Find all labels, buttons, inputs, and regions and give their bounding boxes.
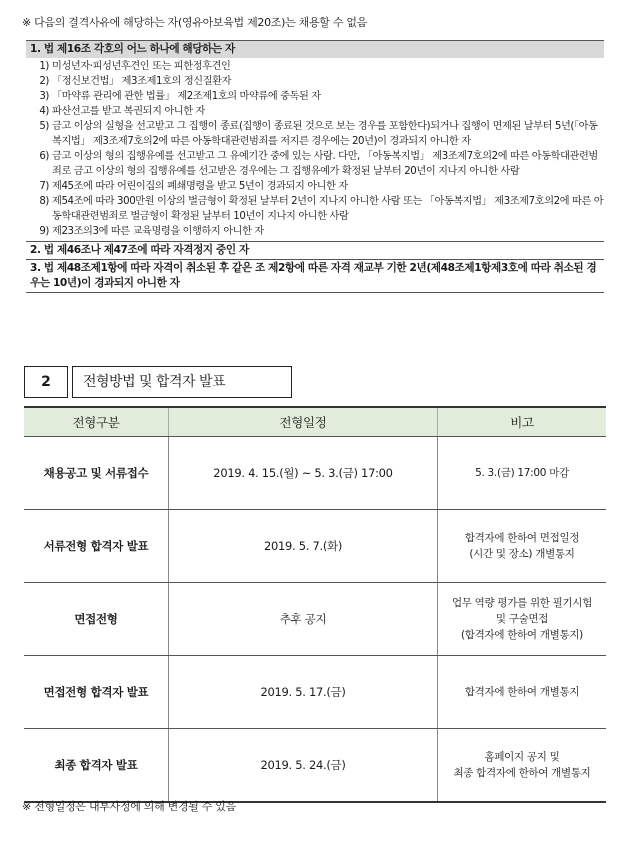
column-header: 전형일정 [169, 407, 438, 437]
list-item: 2) 「정신보건법」 제3조제1호의 정신질환자 [39, 76, 232, 87]
table-row [24, 437, 606, 510]
section-2-title: 2. 법 제46조나 제47조에 따라 자격정지 중인 자 [26, 242, 604, 259]
date-cell: 2019. 5. 7.(화) [169, 510, 438, 583]
stage-cell: 채용공고 및 서류접수 [24, 437, 169, 510]
section-number: 2 [24, 366, 68, 398]
remark-cell: 업무 역량 평가를 위한 필기시험 및 구술면접 (합격자에 한하여 개별통지) [438, 583, 607, 656]
table-row [24, 583, 606, 656]
bottom-note: ※ 전형일정은 내부사정에 의해 변경될 수 있음 [22, 800, 236, 813]
date-cell: 추후 공지 [169, 583, 438, 656]
remark-cell: 합격자에 한하여 개별통지 [438, 656, 607, 729]
stage-cell: 면접전형 합격자 발표 [24, 656, 169, 729]
list-item: 5) 금고 이상의 실형을 선고받고 그 집행이 종료(집행이 종료된 것으로 보는 경우를 포함한다)되거나 집행이 면제된 날부터 5년(「아동복지법」 제3조제7호의2에 따른 아동학대관련범죄를 저지른 경우에는 20년)이 경과되지 아니한 자 [39, 121, 598, 147]
section-1-list [26, 58, 604, 241]
date-cell: 2019. 5. 17.(금) [169, 656, 438, 729]
date-cell: 2019. 4. 15.(월) ~ 5. 3.(금) 17:00 [169, 437, 438, 510]
list-item: 1) 미성년자·피성년후견인 또는 피한정후견인 [39, 61, 231, 72]
stage-cell: 서류전형 합격자 발표 [24, 510, 169, 583]
section-title: 전형방법 및 합격자 발표 [72, 366, 292, 398]
remark-cell: 홈페이지 공지 및 최종 합격자에 한하여 개별통지 [438, 729, 607, 803]
section-3-title: 3. 법 제48조제1항에 따라 자격이 취소된 후 같은 조 제2항에 따른 자격 재교부 기한 2년(제48조제1항제3호에 따라 취소된 경우는 10년)이 경과되지 아니한 자 [26, 260, 604, 292]
stage-cell: 면접전형 [24, 583, 169, 656]
table-row [24, 510, 606, 583]
remark-cell: 5. 3.(금) 17:00 마감 [438, 437, 607, 510]
section-1-title: 1. 법 제16조 각호의 어느 하나에 해당하는 자 [26, 41, 604, 58]
list-item: 9) 제23조의3에 따른 교육명령을 이행하지 아니한 자 [39, 226, 264, 237]
table-row [24, 656, 606, 729]
schedule-table [24, 406, 606, 803]
list-item: 6) 금고 이상의 형의 집행유예를 선고받고 그 유예기간 중에 있는 사람. 다만, 「아동복지법」 제3조제7호의2에 따른 아동학대관련범죄로 금고 이상의 형의 집행유예를 선고받은 경우에는 그 집행유예가 확정된 날부터 20년이 지나지 아니한 사람 [39, 151, 598, 177]
list-item: 4) 파산선고를 받고 복권되지 아니한 자 [39, 106, 205, 117]
remark-cell: 합격자에 한하여 면접일정 (시간 및 장소) 개별통지 [438, 510, 607, 583]
table-row [24, 729, 606, 803]
date-cell: 2019. 5. 24.(금) [169, 729, 438, 803]
list-item: 3) 「마약류 관리에 관한 법률」 제2조제1호의 마약류에 중독된 자 [39, 91, 321, 102]
column-header: 전형구분 [24, 407, 169, 437]
top-note: ※ 다음의 결격사유에 해당하는 자(영유아보육법 제20조)는 채용할 수 없음 [22, 16, 367, 29]
column-header: 비고 [438, 407, 607, 437]
list-item: 7) 제45조에 따라 어린이집의 폐쇄명령을 받고 5년이 경과되지 아니한 자 [39, 181, 348, 192]
stage-cell: 최종 합격자 발표 [24, 729, 169, 803]
list-item: 8) 제54조에 따라 300만원 이상의 벌금형이 확정된 날부터 2년이 지나지 아니한 사람 또는 「아동복지법」 제3조제7호의2에 따른 아동학대관련범죄로 벌금형이 확정된 날부터 10년이 지나지 아니한 사람 [39, 196, 604, 222]
disqualification-box [26, 40, 604, 293]
